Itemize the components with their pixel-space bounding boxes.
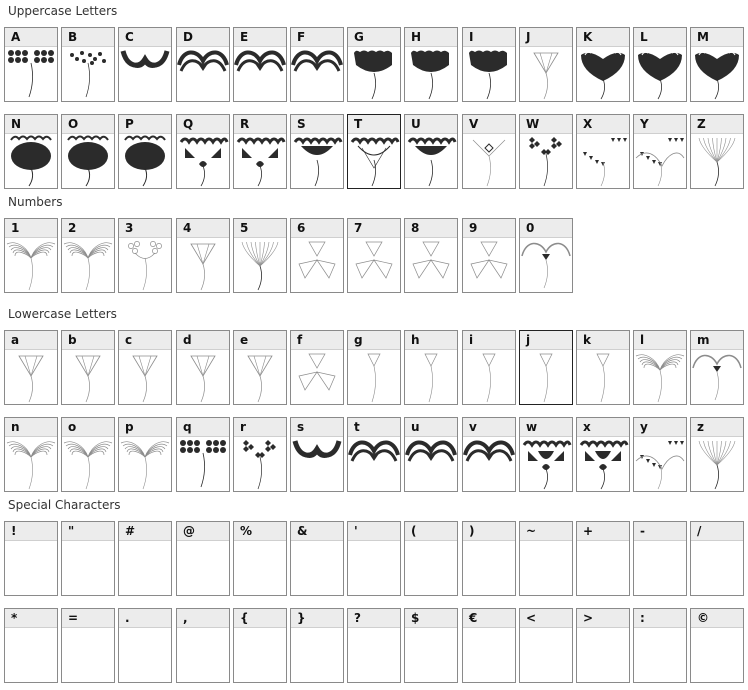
glyph-cell-label: * bbox=[5, 609, 57, 628]
glyph-cell[interactable] bbox=[347, 330, 401, 405]
glyph-cell-label: } bbox=[291, 609, 343, 628]
glyph-cell[interactable] bbox=[690, 330, 744, 405]
glyph-cell-label: K bbox=[577, 28, 629, 47]
glyph-preview-icon bbox=[291, 437, 343, 491]
glyph-cell[interactable] bbox=[519, 521, 573, 596]
glyph-cell-label: z bbox=[691, 418, 743, 437]
glyph-preview-icon bbox=[634, 437, 686, 491]
glyph-cell-label: M bbox=[691, 28, 743, 47]
glyph-preview-icon bbox=[463, 350, 515, 404]
glyph-cell[interactable] bbox=[576, 417, 630, 492]
glyph-cell[interactable] bbox=[633, 330, 687, 405]
glyph-preview-icon bbox=[177, 350, 229, 404]
glyph-preview-icon bbox=[62, 628, 114, 682]
glyph-cell-label: 0 bbox=[520, 219, 572, 238]
glyph-cell[interactable] bbox=[404, 417, 458, 492]
glyph-preview-icon bbox=[405, 541, 457, 595]
glyph-cell[interactable] bbox=[4, 27, 58, 102]
glyph-cell[interactable] bbox=[4, 218, 58, 293]
glyph-cell-label: " bbox=[62, 522, 114, 541]
glyph-cell-label: ? bbox=[348, 609, 400, 628]
glyph-cell-label: A bbox=[5, 28, 57, 47]
glyph-cell[interactable] bbox=[61, 330, 115, 405]
glyph-cell[interactable] bbox=[290, 330, 344, 405]
glyph-preview-icon bbox=[634, 628, 686, 682]
glyph-preview-icon bbox=[348, 541, 400, 595]
glyph-cell-label: Q bbox=[177, 115, 229, 134]
glyph-cell-label: { bbox=[234, 609, 286, 628]
glyph-preview-icon bbox=[463, 541, 515, 595]
glyph-cell[interactable] bbox=[176, 330, 230, 405]
glyph-preview-icon bbox=[405, 628, 457, 682]
glyph-cell[interactable] bbox=[576, 114, 630, 189]
glyph-preview-icon bbox=[5, 238, 57, 292]
glyph-cell-label: - bbox=[634, 522, 686, 541]
glyph-cell-label: C bbox=[119, 28, 171, 47]
glyph-preview-icon bbox=[348, 238, 400, 292]
glyph-cell[interactable] bbox=[233, 330, 287, 405]
glyph-cell-label: k bbox=[577, 331, 629, 350]
glyph-cell-label: 8 bbox=[405, 219, 457, 238]
glyph-preview-icon bbox=[119, 350, 171, 404]
glyph-cell[interactable] bbox=[176, 218, 230, 293]
glyph-cell[interactable] bbox=[690, 27, 744, 102]
glyph-cell-label: m bbox=[691, 331, 743, 350]
glyph-preview-icon bbox=[62, 437, 114, 491]
glyph-preview-icon bbox=[463, 238, 515, 292]
glyph-preview-icon bbox=[291, 47, 343, 101]
glyph-preview-icon bbox=[634, 47, 686, 101]
glyph-cell[interactable] bbox=[576, 608, 630, 683]
glyph-cell-label: @ bbox=[177, 522, 229, 541]
glyph-cell-label: , bbox=[177, 609, 229, 628]
glyph-preview-icon bbox=[405, 350, 457, 404]
glyph-cell[interactable] bbox=[462, 417, 516, 492]
glyph-cell-label: o bbox=[62, 418, 114, 437]
glyph-cell[interactable] bbox=[462, 114, 516, 189]
glyph-cell-label: y bbox=[634, 418, 686, 437]
glyph-cell[interactable] bbox=[576, 330, 630, 405]
glyph-cell-label: t bbox=[348, 418, 400, 437]
glyph-preview-icon bbox=[520, 541, 572, 595]
glyph-preview-icon bbox=[520, 437, 572, 491]
glyph-cell[interactable] bbox=[633, 417, 687, 492]
glyph-preview-icon bbox=[177, 134, 229, 188]
glyph-preview-icon bbox=[691, 47, 743, 101]
glyph-cell[interactable] bbox=[4, 417, 58, 492]
glyph-cell[interactable] bbox=[176, 608, 230, 683]
glyph-preview-icon bbox=[177, 541, 229, 595]
glyph-cell[interactable] bbox=[690, 114, 744, 189]
glyph-cell-label: d bbox=[177, 331, 229, 350]
glyph-preview-icon bbox=[234, 47, 286, 101]
glyph-cell[interactable] bbox=[404, 521, 458, 596]
glyph-cell-label: X bbox=[577, 115, 629, 134]
glyph-cell[interactable] bbox=[633, 608, 687, 683]
glyph-preview-icon bbox=[691, 628, 743, 682]
glyph-cell-label: R bbox=[234, 115, 286, 134]
glyph-cell-label: a bbox=[5, 331, 57, 350]
glyph-preview-icon bbox=[405, 437, 457, 491]
glyph-preview-icon bbox=[5, 134, 57, 188]
glyph-preview-icon bbox=[577, 47, 629, 101]
glyph-cell[interactable] bbox=[4, 114, 58, 189]
glyph-cell-label: r bbox=[234, 418, 286, 437]
section-uppercase-title: Uppercase Letters bbox=[8, 4, 118, 18]
glyph-cell[interactable] bbox=[290, 417, 344, 492]
glyph-preview-icon bbox=[119, 541, 171, 595]
glyph-cell-label: N bbox=[5, 115, 57, 134]
glyph-preview-icon bbox=[177, 437, 229, 491]
glyph-cell-label: n bbox=[5, 418, 57, 437]
glyph-cell[interactable] bbox=[290, 27, 344, 102]
glyph-preview-icon bbox=[520, 134, 572, 188]
glyph-preview-icon bbox=[234, 437, 286, 491]
glyph-cell-label: 3 bbox=[119, 219, 171, 238]
glyph-cell[interactable] bbox=[519, 417, 573, 492]
glyph-cell-label: p bbox=[119, 418, 171, 437]
glyph-preview-icon bbox=[291, 238, 343, 292]
glyph-preview-icon bbox=[234, 134, 286, 188]
glyph-cell-label: . bbox=[119, 609, 171, 628]
glyph-cell-label: 6 bbox=[291, 219, 343, 238]
glyph-preview-icon bbox=[119, 47, 171, 101]
glyph-cell[interactable] bbox=[290, 218, 344, 293]
glyph-cell-label: + bbox=[577, 522, 629, 541]
glyph-cell[interactable] bbox=[519, 608, 573, 683]
glyph-cell-label: ( bbox=[405, 522, 457, 541]
glyph-cell[interactable] bbox=[347, 27, 401, 102]
glyph-cell[interactable] bbox=[519, 114, 573, 189]
glyph-preview-icon bbox=[463, 134, 515, 188]
glyph-cell-label: h bbox=[405, 331, 457, 350]
glyph-preview-icon bbox=[463, 628, 515, 682]
glyph-preview-icon bbox=[119, 134, 171, 188]
glyph-cell-label: 7 bbox=[348, 219, 400, 238]
glyph-cell[interactable] bbox=[176, 417, 230, 492]
glyph-preview-icon bbox=[5, 47, 57, 101]
glyph-preview-icon bbox=[577, 134, 629, 188]
glyph-cell-label: W bbox=[520, 115, 572, 134]
glyph-cell-label: L bbox=[634, 28, 686, 47]
glyph-cell-label: 5 bbox=[234, 219, 286, 238]
section-numbers-title: Numbers bbox=[8, 195, 63, 209]
glyph-cell[interactable] bbox=[233, 27, 287, 102]
glyph-cell-label: # bbox=[119, 522, 171, 541]
glyph-preview-icon bbox=[234, 350, 286, 404]
glyph-cell-label: T bbox=[348, 115, 400, 134]
glyph-cell[interactable] bbox=[290, 608, 344, 683]
glyph-cell[interactable] bbox=[61, 27, 115, 102]
glyph-cell[interactable] bbox=[118, 608, 172, 683]
glyph-cell-label: u bbox=[405, 418, 457, 437]
glyph-preview-icon bbox=[348, 134, 400, 188]
glyph-cell[interactable] bbox=[233, 218, 287, 293]
glyph-cell[interactable] bbox=[233, 114, 287, 189]
glyph-cell[interactable] bbox=[462, 330, 516, 405]
glyph-cell[interactable] bbox=[519, 27, 573, 102]
glyph-preview-icon bbox=[577, 628, 629, 682]
glyph-cell-label: 2 bbox=[62, 219, 114, 238]
glyph-cell[interactable] bbox=[462, 27, 516, 102]
glyph-cell[interactable] bbox=[118, 27, 172, 102]
glyph-preview-icon bbox=[5, 437, 57, 491]
glyph-preview-icon bbox=[5, 541, 57, 595]
glyph-cell-label: v bbox=[463, 418, 515, 437]
glyph-cell-label: Y bbox=[634, 115, 686, 134]
glyph-cell[interactable] bbox=[404, 27, 458, 102]
glyph-cell-label: V bbox=[463, 115, 515, 134]
glyph-cell-label: = bbox=[62, 609, 114, 628]
glyph-preview-icon bbox=[62, 541, 114, 595]
glyph-cell[interactable] bbox=[519, 330, 573, 405]
glyph-preview-icon bbox=[463, 437, 515, 491]
glyph-preview-icon bbox=[5, 628, 57, 682]
glyph-cell-label: s bbox=[291, 418, 343, 437]
glyph-cell-label: i bbox=[463, 331, 515, 350]
glyph-cell[interactable] bbox=[462, 218, 516, 293]
glyph-preview-icon bbox=[177, 628, 229, 682]
glyph-preview-icon bbox=[634, 541, 686, 595]
glyph-cell[interactable] bbox=[118, 218, 172, 293]
glyph-preview-icon bbox=[291, 134, 343, 188]
glyph-cell-label: < bbox=[520, 609, 572, 628]
glyph-cell-label: E bbox=[234, 28, 286, 47]
glyph-preview-icon bbox=[520, 47, 572, 101]
glyph-cell-label: ' bbox=[348, 522, 400, 541]
glyph-preview-icon bbox=[691, 350, 743, 404]
glyph-cell[interactable] bbox=[233, 417, 287, 492]
glyph-preview-icon bbox=[119, 628, 171, 682]
glyph-preview-icon bbox=[634, 350, 686, 404]
glyph-cell[interactable] bbox=[576, 521, 630, 596]
glyph-cell-label: $ bbox=[405, 609, 457, 628]
glyph-cell-label: q bbox=[177, 418, 229, 437]
glyph-preview-icon bbox=[62, 47, 114, 101]
glyph-cell[interactable] bbox=[176, 521, 230, 596]
glyph-cell-label: © bbox=[691, 609, 743, 628]
glyph-cell-label: e bbox=[234, 331, 286, 350]
glyph-cell-label: 9 bbox=[463, 219, 515, 238]
glyph-preview-icon bbox=[520, 628, 572, 682]
glyph-cell[interactable] bbox=[633, 114, 687, 189]
glyph-cell[interactable] bbox=[690, 417, 744, 492]
glyph-preview-icon bbox=[291, 350, 343, 404]
glyph-preview-icon bbox=[405, 47, 457, 101]
glyph-preview-icon bbox=[348, 437, 400, 491]
glyph-cell[interactable] bbox=[118, 417, 172, 492]
glyph-cell[interactable] bbox=[176, 27, 230, 102]
glyph-cell[interactable] bbox=[347, 608, 401, 683]
glyph-cell-label: l bbox=[634, 331, 686, 350]
glyph-preview-icon bbox=[348, 47, 400, 101]
glyph-cell[interactable] bbox=[519, 218, 573, 293]
glyph-cell-label: : bbox=[634, 609, 686, 628]
glyph-cell[interactable] bbox=[462, 608, 516, 683]
glyph-cell-label: U bbox=[405, 115, 457, 134]
glyph-cell[interactable] bbox=[347, 521, 401, 596]
glyph-cell[interactable] bbox=[404, 114, 458, 189]
glyph-cell[interactable] bbox=[404, 218, 458, 293]
glyph-cell-label: g bbox=[348, 331, 400, 350]
glyph-preview-icon bbox=[520, 350, 572, 404]
glyph-preview-icon bbox=[177, 47, 229, 101]
glyph-preview-icon bbox=[119, 238, 171, 292]
glyph-cell[interactable] bbox=[462, 521, 516, 596]
glyph-preview-icon bbox=[62, 134, 114, 188]
glyph-cell[interactable] bbox=[118, 114, 172, 189]
glyph-cell[interactable] bbox=[347, 218, 401, 293]
glyph-preview-icon bbox=[405, 238, 457, 292]
glyph-preview-icon bbox=[577, 350, 629, 404]
glyph-cell[interactable] bbox=[118, 330, 172, 405]
glyph-cell[interactable] bbox=[61, 521, 115, 596]
glyph-cell-label: € bbox=[463, 609, 515, 628]
glyph-cell-label: O bbox=[62, 115, 114, 134]
glyph-preview-icon bbox=[405, 134, 457, 188]
glyph-cell-label: 1 bbox=[5, 219, 57, 238]
glyph-cell-label: B bbox=[62, 28, 114, 47]
glyph-cell[interactable] bbox=[576, 27, 630, 102]
glyph-cell[interactable] bbox=[118, 521, 172, 596]
glyph-cell[interactable] bbox=[404, 608, 458, 683]
section-lowercase-title: Lowercase Letters bbox=[8, 307, 117, 321]
glyph-preview-icon bbox=[634, 134, 686, 188]
glyph-preview-icon bbox=[5, 350, 57, 404]
glyph-cell-label: w bbox=[520, 418, 572, 437]
glyph-preview-icon bbox=[119, 437, 171, 491]
glyph-cell[interactable] bbox=[633, 521, 687, 596]
glyph-cell[interactable] bbox=[61, 608, 115, 683]
glyph-cell[interactable] bbox=[404, 330, 458, 405]
glyph-cell[interactable] bbox=[690, 608, 744, 683]
glyph-cell-label: c bbox=[119, 331, 171, 350]
glyph-cell[interactable] bbox=[290, 521, 344, 596]
glyph-preview-icon bbox=[520, 238, 572, 292]
glyph-cell[interactable] bbox=[633, 27, 687, 102]
glyph-preview-icon bbox=[234, 238, 286, 292]
glyph-preview-icon bbox=[348, 628, 400, 682]
glyph-preview-icon bbox=[177, 238, 229, 292]
glyph-cell-label: J bbox=[520, 28, 572, 47]
glyph-preview-icon bbox=[234, 541, 286, 595]
glyph-cell[interactable] bbox=[233, 521, 287, 596]
glyph-preview-icon bbox=[691, 134, 743, 188]
glyph-cell-label: F bbox=[291, 28, 343, 47]
glyph-preview-icon bbox=[62, 350, 114, 404]
glyph-cell-label: j bbox=[520, 331, 572, 350]
glyph-cell-label: & bbox=[291, 522, 343, 541]
glyph-cell-label: x bbox=[577, 418, 629, 437]
glyph-cell-label: P bbox=[119, 115, 171, 134]
glyph-cell-label: > bbox=[577, 609, 629, 628]
glyph-preview-icon bbox=[463, 47, 515, 101]
glyph-cell-label: f bbox=[291, 331, 343, 350]
glyph-cell[interactable] bbox=[4, 608, 58, 683]
glyph-cell-label: ! bbox=[5, 522, 57, 541]
glyph-cell[interactable] bbox=[347, 114, 401, 189]
glyph-cell[interactable] bbox=[4, 521, 58, 596]
glyph-cell[interactable] bbox=[61, 417, 115, 492]
glyph-cell-label: ~ bbox=[520, 522, 572, 541]
glyph-preview-icon bbox=[691, 437, 743, 491]
glyph-cell-label: ) bbox=[463, 522, 515, 541]
glyph-cell[interactable] bbox=[690, 521, 744, 596]
glyph-cell[interactable] bbox=[61, 114, 115, 189]
glyph-cell-label: % bbox=[234, 522, 286, 541]
glyph-cell-label: D bbox=[177, 28, 229, 47]
glyph-cell[interactable] bbox=[347, 417, 401, 492]
glyph-cell[interactable] bbox=[233, 608, 287, 683]
glyph-cell-label: b bbox=[62, 331, 114, 350]
glyph-cell-label: S bbox=[291, 115, 343, 134]
section-special-title: Special Characters bbox=[8, 498, 121, 512]
glyph-cell[interactable] bbox=[61, 218, 115, 293]
glyph-preview-icon bbox=[577, 437, 629, 491]
glyph-preview-icon bbox=[348, 350, 400, 404]
glyph-preview-icon bbox=[62, 238, 114, 292]
glyph-cell-label: G bbox=[348, 28, 400, 47]
glyph-preview-icon bbox=[234, 628, 286, 682]
glyph-cell[interactable] bbox=[176, 114, 230, 189]
glyph-cell-label: Z bbox=[691, 115, 743, 134]
glyph-preview-icon bbox=[577, 541, 629, 595]
glyph-preview-icon bbox=[291, 541, 343, 595]
glyph-cell-label: / bbox=[691, 522, 743, 541]
glyph-cell[interactable] bbox=[4, 330, 58, 405]
glyph-cell-label: I bbox=[463, 28, 515, 47]
glyph-cell-label: 4 bbox=[177, 219, 229, 238]
glyph-cell-label: H bbox=[405, 28, 457, 47]
glyph-cell[interactable] bbox=[290, 114, 344, 189]
glyph-preview-icon bbox=[291, 628, 343, 682]
glyph-preview-icon bbox=[691, 541, 743, 595]
